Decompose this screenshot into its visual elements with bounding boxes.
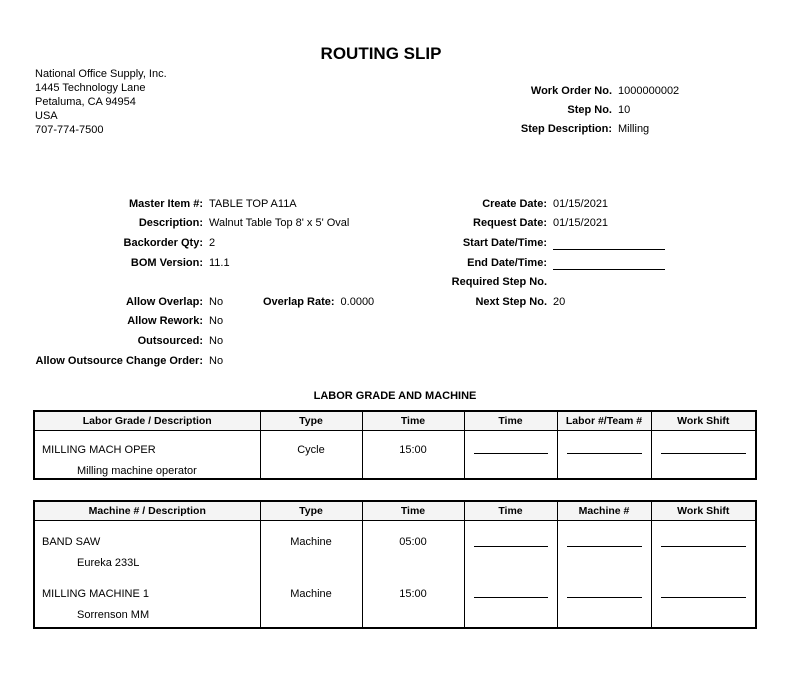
labor-number-fill-cell <box>557 431 651 480</box>
machine-number-column-header: Machine # <box>557 501 651 521</box>
machine-work-shift-fill-cell <box>651 573 756 628</box>
start-datetime-label: Start Date/Time: <box>462 236 547 249</box>
labor-grade-description: Milling machine operator <box>77 465 197 477</box>
step-description-value: Milling <box>618 122 650 135</box>
request-date-value: 01/15/2021 <box>553 217 609 230</box>
labor-number-team-column-header: Labor #/Team # <box>557 411 651 431</box>
allow-overlap-value: No <box>209 295 224 308</box>
request-date-label: Request Date: <box>473 217 547 230</box>
allow-outsource-change-order-row <box>35 351 374 371</box>
labor-time-cell <box>362 431 464 480</box>
allow-rework-label: Allow Rework: <box>127 315 203 328</box>
labor-type-cell <box>260 431 362 480</box>
backorder-qty-label: Backorder Qty: <box>123 236 203 249</box>
machine-description: Eureka 233L <box>77 557 140 569</box>
company-address-line2: Petaluma, CA 94954 <box>35 96 136 108</box>
labor-grade-description-column-header: Labor Grade / Description <box>34 411 260 431</box>
dates-block <box>420 194 665 312</box>
company-country: USA <box>35 110 58 122</box>
labor-grade-cell <box>34 431 260 480</box>
step-number-row <box>440 100 679 119</box>
blank-fill-line <box>661 431 747 454</box>
machine-type-cell <box>260 521 362 574</box>
machine-time-fill-column-header: Time <box>464 501 557 521</box>
labor-time-fill-cell <box>464 431 557 480</box>
labor-time-column-header: Time <box>362 411 464 431</box>
backorder-qty-row <box>35 233 374 253</box>
machine-table-row <box>34 573 756 628</box>
machine-description: Sorrenson MM <box>77 609 150 621</box>
work-order-number-value: 1000000002 <box>618 84 680 97</box>
labor-table-row <box>34 431 756 480</box>
blank-fill-line <box>474 573 548 598</box>
start-datetime-blank-line <box>553 236 665 250</box>
master-item-value: TABLE TOP A11A <box>209 197 297 210</box>
blank-fill-line <box>474 431 548 454</box>
labor-type-column-header: Type <box>260 411 362 431</box>
step-description-row <box>440 119 679 138</box>
overlap-rate-value: 0.0000 <box>340 295 375 308</box>
machine-code: BAND SAW <box>42 536 101 548</box>
machine-work-shift-fill-cell <box>651 521 756 574</box>
blank-fill-line <box>567 521 642 547</box>
machine-time-cell <box>362 573 464 628</box>
labor-time-fill-column-header: Time <box>464 411 557 431</box>
work-order-number-row <box>440 81 679 100</box>
description-value: Walnut Table Top 8' x 5' Oval <box>209 217 350 230</box>
blank-fill-line <box>661 521 747 547</box>
bom-version-row <box>35 253 374 273</box>
start-datetime-row <box>420 233 665 253</box>
company-address-line1: 1445 Technology Lane <box>35 82 146 94</box>
allow-rework-value: No <box>209 315 224 328</box>
company-phone: 707-774-7500 <box>35 124 104 136</box>
spacer-row <box>35 272 374 292</box>
step-description-label: Step Description: <box>520 122 612 135</box>
machine-number-fill-cell <box>557 521 651 574</box>
machine-time-cell <box>362 521 464 574</box>
blank-fill-line <box>567 573 642 598</box>
machine-type-column-header: Type <box>260 501 362 521</box>
machine-type-value: Machine <box>290 536 332 548</box>
machine-description-cell <box>34 573 260 628</box>
labor-grade-code: MILLING MACH OPER <box>42 444 156 456</box>
end-datetime-blank-line <box>553 256 665 270</box>
labor-time-value: 15:00 <box>399 444 427 456</box>
request-date-row <box>420 214 665 234</box>
required-step-label: Required Step No. <box>451 276 547 289</box>
machine-number-fill-cell <box>557 573 651 628</box>
description-label: Description: <box>138 217 203 230</box>
master-item-label: Master Item #: <box>129 197 203 210</box>
blank-fill-line <box>474 521 548 547</box>
bom-version-label: BOM Version: <box>130 256 203 269</box>
machine-description-column-header: Machine # / Description <box>34 501 260 521</box>
company-address-block <box>35 67 167 137</box>
machine-time-value: 05:00 <box>399 536 427 548</box>
allow-outsource-change-order-value: No <box>209 354 224 367</box>
machine-time-fill-cell <box>464 573 557 628</box>
company-name: National Office Supply, Inc. <box>35 68 167 80</box>
overlap-rate-label: Overlap Rate: <box>263 295 335 308</box>
outsourced-value: No <box>209 334 224 347</box>
machine-type-cell <box>260 573 362 628</box>
machine-code: MILLING MACHINE 1 <box>42 588 149 600</box>
machine-time-column-header: Time <box>362 501 464 521</box>
next-step-label: Next Step No. <box>475 295 547 308</box>
allow-overlap-label: Allow Overlap: <box>125 295 203 308</box>
labor-work-shift-column-header: Work Shift <box>651 411 756 431</box>
machine-table <box>33 500 757 629</box>
allow-rework-row <box>35 312 374 332</box>
required-step-row <box>420 272 665 292</box>
machine-table-row <box>34 521 756 574</box>
step-number-value: 10 <box>618 103 631 116</box>
next-step-row <box>420 292 665 312</box>
end-datetime-label: End Date/Time: <box>467 256 547 269</box>
step-number-label: Step No. <box>567 103 612 116</box>
allow-outsource-change-order-label: Allow Outsource Change Order: <box>35 354 203 367</box>
work-order-number-label: Work Order No. <box>530 84 612 97</box>
create-date-label: Create Date: <box>482 197 547 210</box>
machine-time-value: 15:00 <box>399 588 427 600</box>
machine-type-value: Machine <box>290 588 332 600</box>
blank-fill-line <box>661 573 747 598</box>
machine-time-fill-cell <box>464 521 557 574</box>
create-date-row <box>420 194 665 214</box>
end-datetime-row <box>420 253 665 273</box>
create-date-value: 01/15/2021 <box>553 197 609 210</box>
next-step-value: 20 <box>553 295 566 308</box>
machine-description-cell <box>34 521 260 574</box>
machine-work-shift-column-header: Work Shift <box>651 501 756 521</box>
labor-work-shift-fill-cell <box>651 431 756 480</box>
labor-grade-table <box>33 410 757 480</box>
master-item-row <box>35 194 374 214</box>
machine-table-header-row <box>34 501 756 521</box>
blank-fill-line <box>567 431 642 454</box>
item-details-block <box>35 194 374 370</box>
labor-table-header-row <box>34 411 756 431</box>
labor-type-value: Cycle <box>297 444 325 456</box>
work-order-block <box>440 81 679 138</box>
backorder-qty-value: 2 <box>209 236 216 249</box>
labor-grade-and-machine-heading: LABOR GRADE AND MACHINE <box>313 390 477 402</box>
description-row <box>35 214 374 234</box>
page-title: ROUTING SLIP <box>320 44 442 63</box>
allow-overlap-row <box>35 292 374 312</box>
bom-version-value: 11.1 <box>209 256 230 269</box>
outsourced-label: Outsourced: <box>137 334 203 347</box>
outsourced-row <box>35 331 374 351</box>
